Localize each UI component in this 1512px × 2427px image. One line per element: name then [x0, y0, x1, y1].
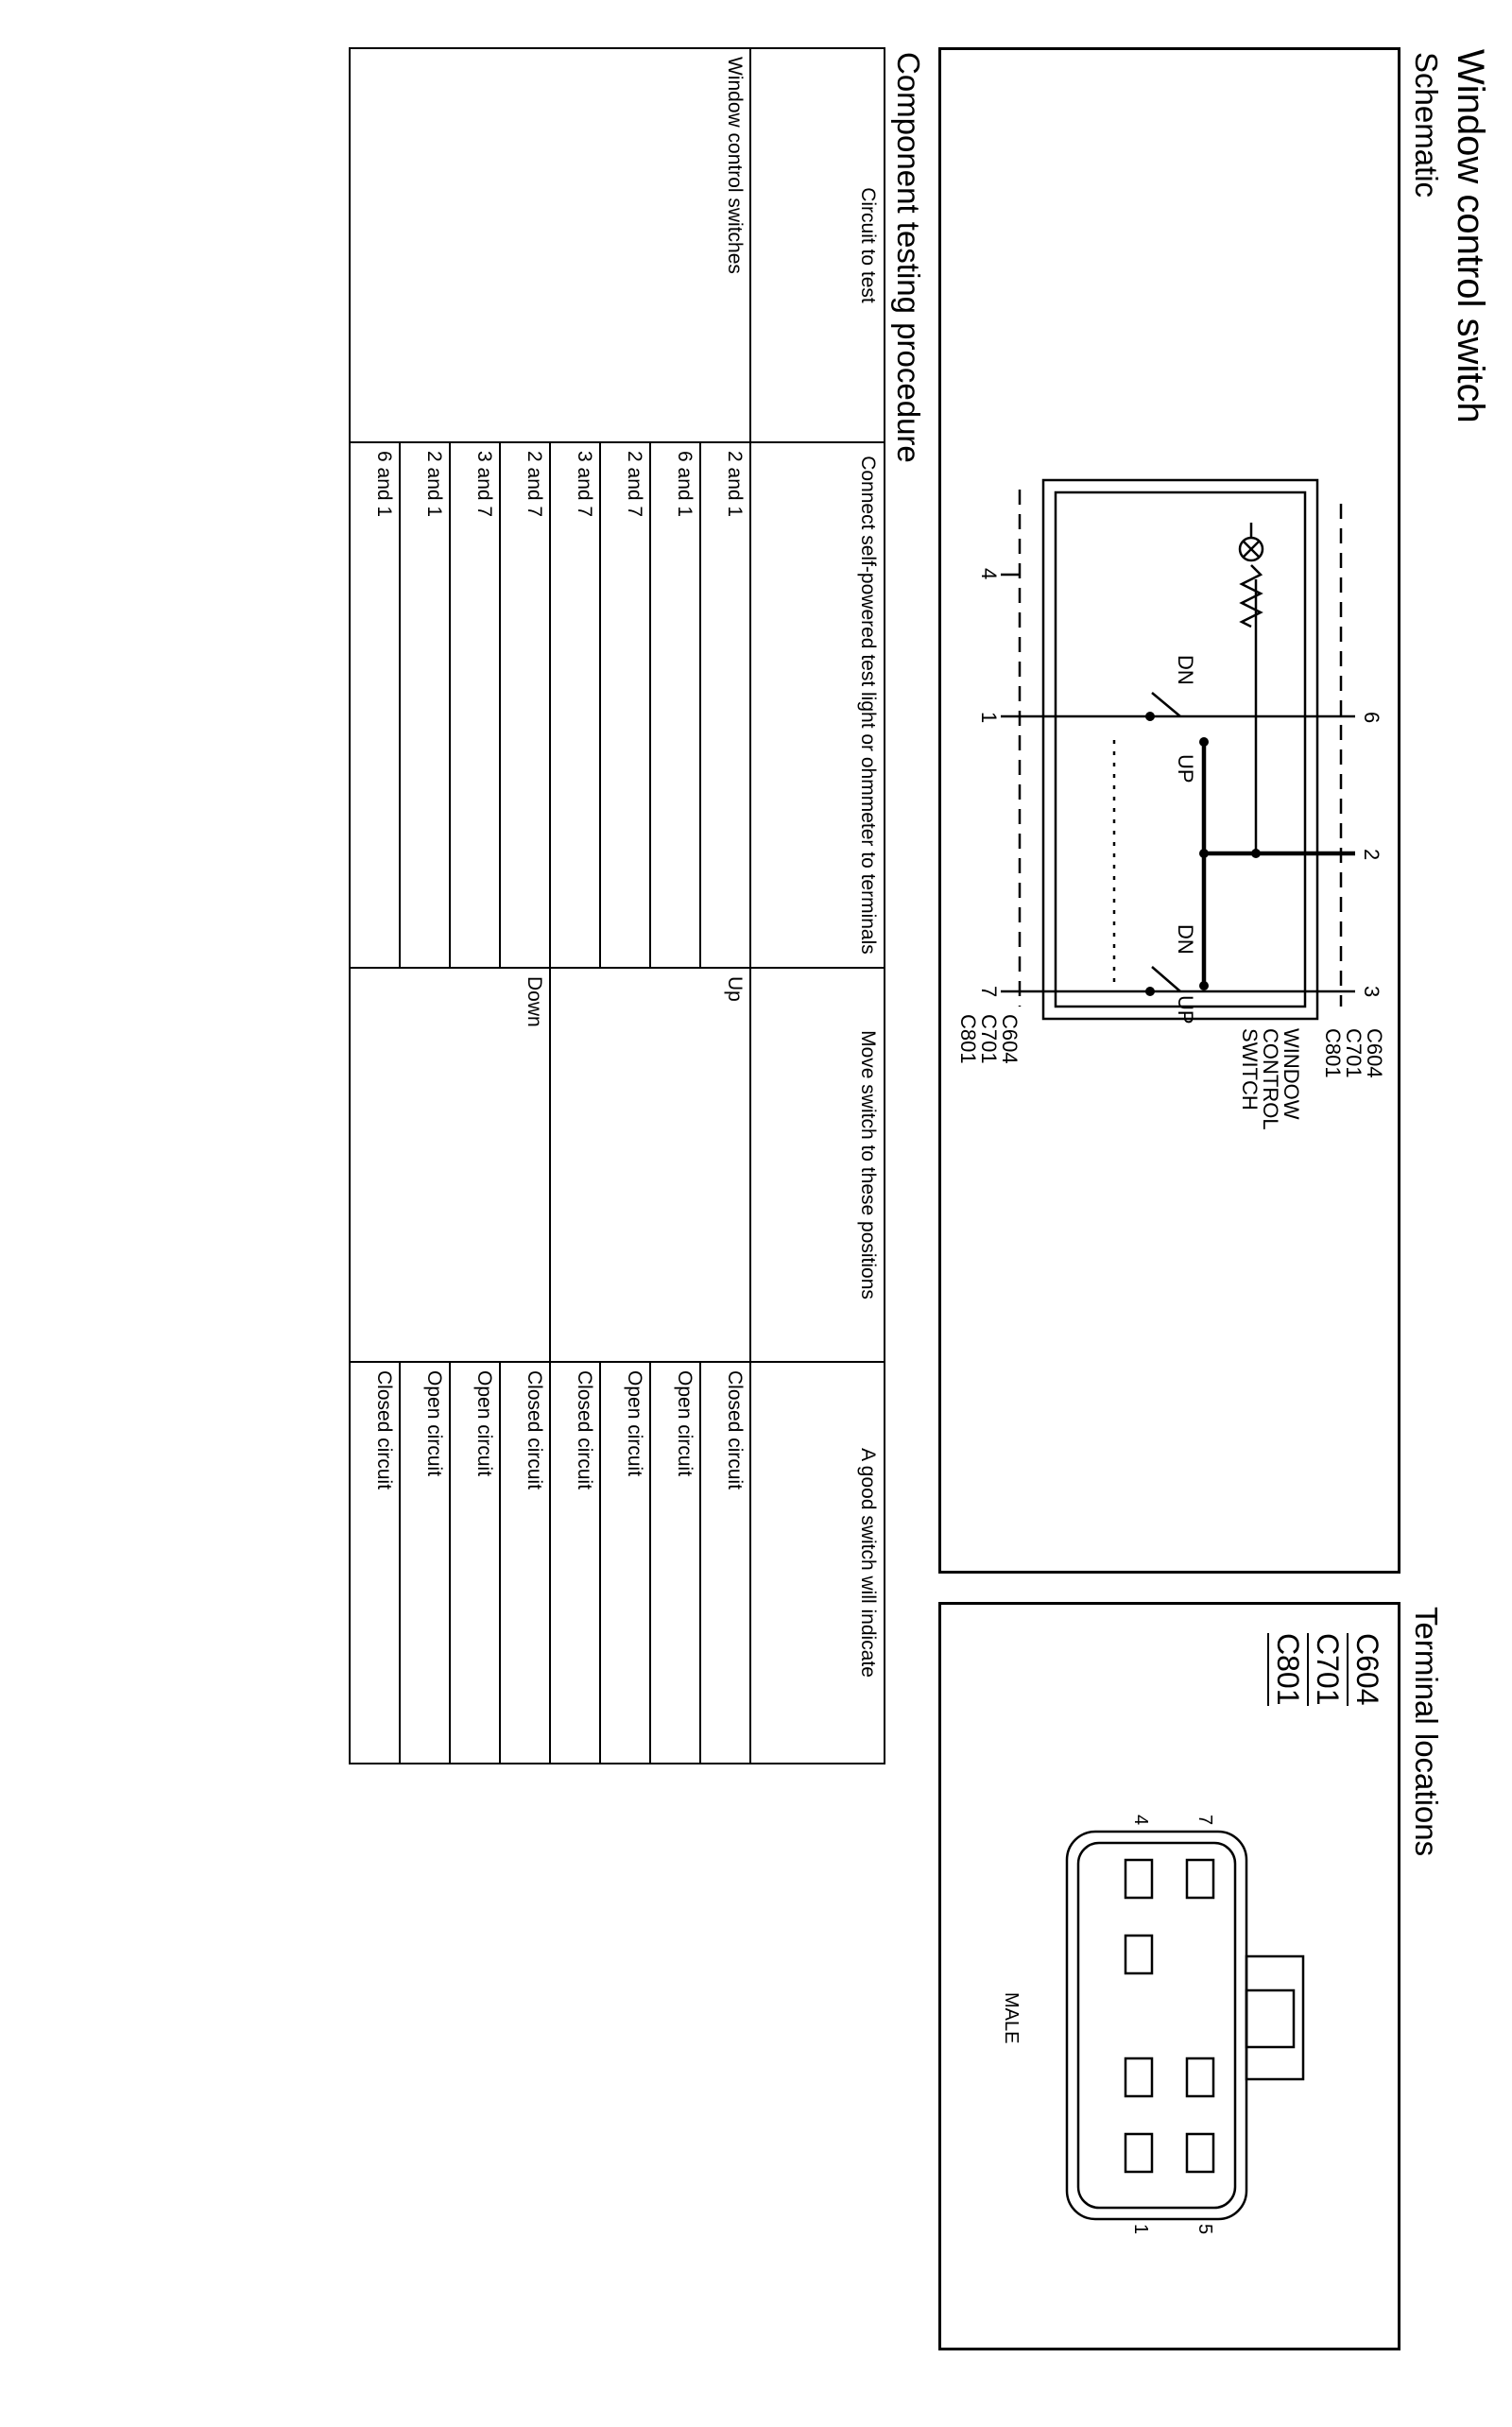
row-terminals: 2 and 7 — [600, 442, 650, 968]
terminal-cavity-1 — [1125, 2134, 1152, 2172]
connector-face-diagram — [941, 1605, 1398, 2348]
row-terminals: 2 and 1 — [400, 442, 450, 968]
terminal-cavity-5 — [1187, 2134, 1213, 2172]
row-terminals: 2 and 1 — [700, 442, 750, 968]
resistor — [1242, 565, 1261, 627]
terminal-cavity-7 — [1187, 1860, 1213, 1898]
row-terminals: 2 and 7 — [500, 442, 550, 968]
component-testing-heading: Component testing procedure — [891, 52, 926, 463]
circuit-cell: Window control switches — [350, 48, 750, 442]
page-title: Window control switch — [1450, 49, 1491, 423]
terminal-pin-1: 1 — [1130, 2224, 1151, 2235]
row-terminals: 6 and 1 — [350, 442, 400, 968]
header-indicate: A good switch will indicate — [750, 1362, 885, 1764]
row-result: Closed circuit — [550, 1362, 600, 1764]
header-positions: Move switch to these positions — [750, 968, 885, 1362]
bottom-connector-1: C604 — [998, 1014, 1022, 1064]
top-pin-6: 6 — [1360, 712, 1383, 724]
row-result: Open circuit — [400, 1362, 450, 1764]
top-connector-2: C701 — [1342, 1028, 1366, 1078]
terminal-locations-panel — [938, 1602, 1400, 2350]
header-terminals: Connect self-powered test light or ohmmeter to terminals — [750, 442, 885, 968]
switch-up-2: UP — [1174, 995, 1197, 1024]
row-result: Open circuit — [450, 1362, 500, 1764]
connector-shell-outer — [1067, 1832, 1246, 2219]
row-terminals: 3 and 7 — [550, 442, 600, 968]
switch-label-3: SWITCH — [1238, 1028, 1262, 1110]
bottom-pin-1: 1 — [977, 712, 1001, 724]
terminal-pin-5: 5 — [1194, 2224, 1215, 2235]
top-connector-3: C801 — [1321, 1028, 1345, 1078]
terminal-connector-3: C801 — [1267, 1633, 1307, 1706]
row-result: Closed circuit — [350, 1362, 400, 1764]
switch-dn-2: DN — [1174, 924, 1197, 955]
terminal-locations-heading: Terminal locations — [1409, 1607, 1444, 1857]
switch-dn-1: DN — [1174, 655, 1197, 685]
top-connector-1: C604 — [1363, 1028, 1386, 1078]
top-pin-3: 3 — [1360, 986, 1383, 998]
bottom-pin-7: 7 — [977, 986, 1001, 998]
schematic-panel — [938, 47, 1400, 1574]
schematic-diagram — [941, 50, 1398, 1571]
terminal-cavity-4 — [1125, 1860, 1152, 1898]
procedure-table — [349, 47, 885, 1764]
bottom-connector-2: C701 — [977, 1014, 1001, 1064]
switch-label-1: WINDOW — [1280, 1028, 1303, 1120]
terminal-pin-4: 4 — [1130, 1815, 1151, 1826]
row-result: Closed circuit — [700, 1362, 750, 1764]
position-up-cell: Up — [550, 968, 750, 1362]
header-circuit: Circuit to test — [750, 48, 885, 442]
top-pin-2: 2 — [1360, 849, 1383, 861]
schematic-heading: Schematic — [1409, 52, 1444, 198]
bottom-pin-4: 4 — [977, 568, 1001, 580]
terminal-connector-1: C604 — [1347, 1633, 1386, 1706]
switch-arm-2 — [1152, 967, 1180, 991]
row-result: Open circuit — [650, 1362, 700, 1764]
terminal-pin-7: 7 — [1194, 1815, 1215, 1826]
row-terminals: 3 and 7 — [450, 442, 500, 968]
bottom-connector-3: C801 — [956, 1014, 980, 1064]
row-result: Closed circuit — [500, 1362, 550, 1764]
row-result: Open circuit — [600, 1362, 650, 1764]
switch-up-1: UP — [1174, 754, 1197, 783]
terminal-connector-2: C701 — [1307, 1633, 1347, 1706]
terminal-gender: MALE — [1001, 1992, 1022, 2044]
position-down-cell: Down — [350, 968, 550, 1362]
row-terminals: 6 and 1 — [650, 442, 700, 968]
switch-label-2: CONTROL — [1259, 1028, 1282, 1130]
switch-arm-1 — [1152, 693, 1180, 716]
